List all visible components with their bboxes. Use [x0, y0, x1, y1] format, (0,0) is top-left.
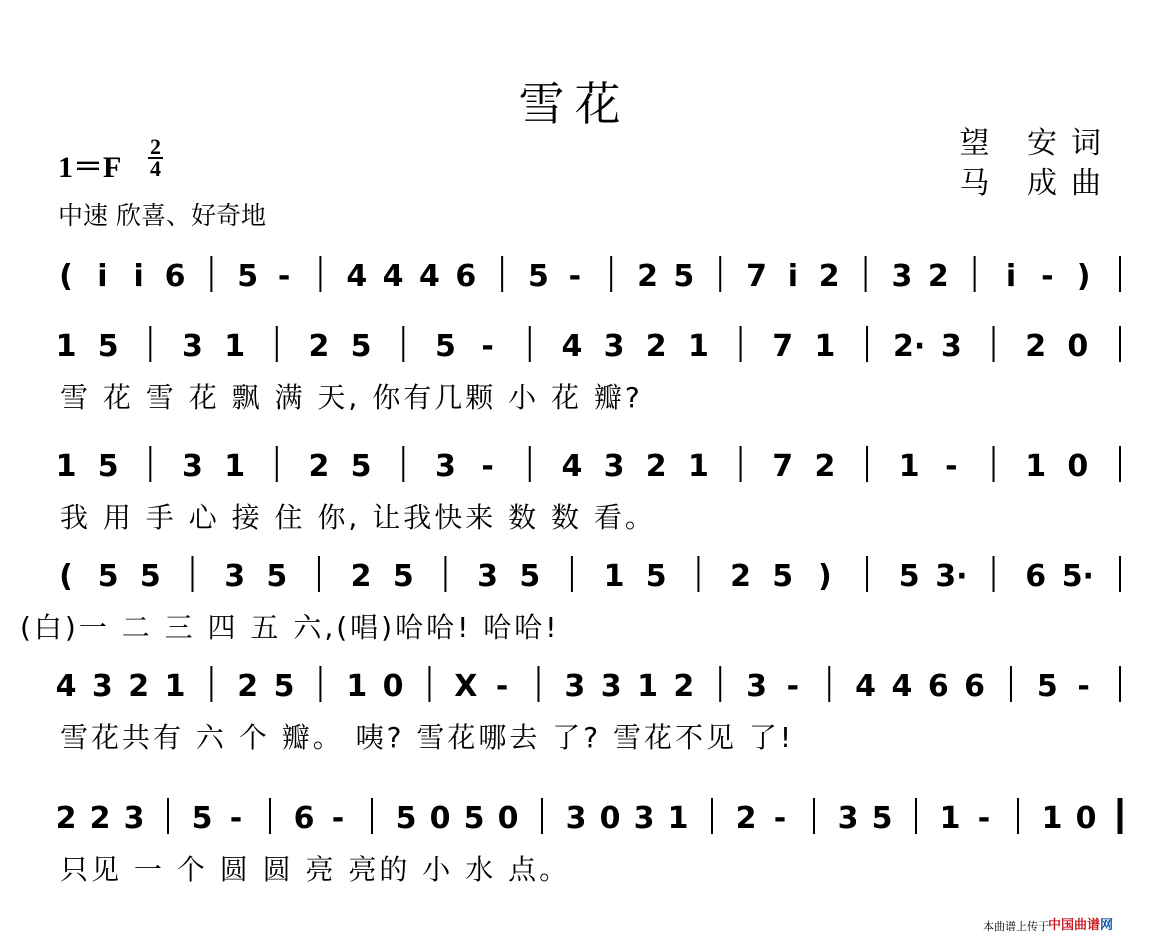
note: 1	[55, 329, 77, 364]
time-signature-top: 2	[150, 134, 161, 159]
staff-line-2	[56, 326, 1120, 364]
note: 3	[603, 449, 625, 484]
note: 6	[964, 669, 986, 704]
site-logo	[1048, 914, 1113, 933]
note: 1	[637, 669, 658, 704]
note: i	[787, 259, 799, 294]
note: 1	[667, 801, 689, 836]
note: 6	[293, 801, 315, 836]
upload-note: 本曲谱上传于	[983, 920, 1049, 933]
lyric-line-1: 雪 花 雪 花 飘 满 天, 你有几颗 小 花 瓣?	[60, 381, 643, 414]
lyricist-credit: 望 安词	[959, 126, 1115, 161]
note: 1	[224, 329, 246, 364]
staff-line-4	[59, 556, 1120, 594]
note: 1	[814, 329, 836, 364]
note: 2	[645, 329, 667, 364]
note: i	[1005, 259, 1017, 294]
staff-line-3	[56, 446, 1120, 484]
note: -	[1041, 259, 1054, 294]
composer-credit: 马 成曲	[959, 166, 1115, 201]
note: 5	[97, 449, 119, 484]
note: 5	[350, 329, 372, 364]
note: 3	[940, 329, 962, 364]
note: 1	[55, 449, 77, 484]
note: (	[59, 259, 73, 294]
note: -	[977, 801, 991, 836]
note: 3	[746, 669, 767, 704]
note: 3	[123, 801, 145, 836]
site-logo-suffix: 网	[1099, 918, 1113, 933]
note: 0	[599, 801, 621, 836]
note: 3	[564, 669, 586, 704]
staff-line-5	[56, 666, 1120, 704]
note: 2	[1025, 329, 1047, 364]
note: X	[454, 669, 478, 704]
note: -	[773, 801, 787, 836]
note: 0	[497, 801, 519, 836]
note: 1	[939, 801, 961, 836]
note: -	[331, 801, 345, 836]
note: 5	[519, 559, 541, 594]
note: 4	[561, 329, 583, 364]
note: 3	[435, 449, 456, 484]
note: -	[568, 259, 582, 294]
note: 5	[392, 559, 414, 594]
note: 0	[1075, 801, 1097, 836]
note: 3·	[935, 559, 968, 594]
note: 5	[266, 559, 288, 594]
note: (	[59, 559, 73, 594]
note: 1	[603, 559, 625, 594]
note: 5	[237, 259, 259, 294]
note: 0	[382, 669, 404, 704]
note: 1	[687, 449, 709, 484]
song-title: 雪花	[518, 77, 631, 131]
note: i	[97, 259, 108, 294]
note: 0	[429, 801, 451, 836]
note: 6	[455, 259, 477, 294]
note: 3	[565, 801, 587, 836]
note: 2	[237, 669, 259, 704]
note: 5	[528, 259, 549, 294]
note: 2	[55, 801, 77, 836]
note: )	[1076, 259, 1091, 294]
note: 5	[673, 259, 695, 294]
note: 4	[346, 259, 368, 294]
note: 5	[645, 559, 667, 594]
note: -	[229, 801, 243, 836]
note: 0	[1067, 449, 1089, 484]
note: 1	[164, 669, 186, 704]
staff-line-1	[59, 256, 1120, 294]
note: 2	[128, 669, 150, 704]
note: 4	[382, 259, 404, 294]
note: 3	[600, 669, 622, 704]
note: 5	[871, 801, 893, 836]
note: 4	[419, 259, 440, 294]
staff-line-6	[56, 798, 1120, 836]
note: 4	[55, 669, 77, 704]
note: 5·	[1061, 559, 1094, 594]
note: 3	[91, 669, 113, 704]
note: 7	[772, 329, 794, 364]
note: 3	[182, 449, 203, 484]
note: 2	[89, 801, 111, 836]
note: 5	[139, 559, 161, 594]
note: 2	[735, 801, 757, 836]
note: 7	[772, 449, 794, 484]
note: 3	[182, 329, 203, 364]
note: i	[133, 259, 144, 294]
note: 2	[308, 449, 330, 484]
note: 2	[350, 559, 372, 594]
note: -	[277, 259, 291, 294]
note: -	[481, 329, 494, 364]
note: 3	[477, 559, 499, 594]
note: -	[786, 669, 800, 704]
time-signature-bottom: 4	[150, 156, 161, 181]
note: 4	[891, 669, 913, 704]
tempo-marking: 中速 欣喜、好奇地	[58, 201, 266, 230]
note: -	[1077, 669, 1090, 704]
note: 7	[746, 259, 767, 294]
note: 3	[224, 559, 246, 594]
note: 3	[891, 259, 913, 294]
note: )	[818, 559, 832, 594]
note: 4	[855, 669, 877, 704]
note: 5	[1036, 669, 1058, 704]
site-logo-text: 中国曲谱	[1047, 918, 1100, 933]
note: 2	[637, 259, 658, 294]
note: 6	[164, 259, 186, 294]
note: -	[945, 449, 958, 484]
note: 5	[395, 801, 417, 836]
note: 2	[645, 449, 667, 484]
note: -	[481, 449, 494, 484]
note: -	[495, 669, 509, 704]
note: 2·	[893, 329, 926, 364]
note: 2	[814, 449, 836, 484]
note: 2	[730, 559, 751, 594]
note: 5	[898, 559, 920, 594]
note: 5	[463, 801, 485, 836]
note: 1	[1025, 449, 1047, 484]
note: 1	[1041, 801, 1063, 836]
lyric-line-4: 雪花共有 六 个 瓣。 咦? 雪花哪去 了? 雪花不见 了!	[60, 721, 795, 754]
note: 1	[898, 449, 920, 484]
note: 5	[273, 669, 295, 704]
note: 5	[435, 329, 456, 364]
note: 3	[603, 329, 625, 364]
note: 5	[191, 801, 213, 836]
note: 3	[837, 801, 859, 836]
key-signature: 1＝F	[58, 151, 122, 184]
note: 6	[1025, 559, 1047, 594]
note: 2	[818, 259, 840, 294]
note: 0	[1067, 329, 1089, 364]
note: 6	[927, 669, 949, 704]
lyric-line-2: 我 用 手 心 接 住 你, 让我快来 数 数 看。	[60, 501, 656, 534]
note: 5	[97, 329, 119, 364]
lyric-line-3: (白)一 二 三 四 五 六,(唱)哈哈! 哈哈!	[20, 611, 560, 644]
note: 3	[633, 801, 655, 836]
note: 5	[350, 449, 372, 484]
note: 5	[772, 559, 794, 594]
note: 2	[673, 669, 695, 704]
note: 5	[97, 559, 119, 594]
note: 4	[561, 449, 583, 484]
lyric-line-5: 只见 一 个 圆 圆 亮 亮的 小 水 点。	[60, 853, 571, 886]
note: 2	[308, 329, 330, 364]
note: 1	[687, 329, 709, 364]
note: 1	[346, 669, 368, 704]
note: 2	[927, 259, 949, 294]
note: 1	[224, 449, 246, 484]
